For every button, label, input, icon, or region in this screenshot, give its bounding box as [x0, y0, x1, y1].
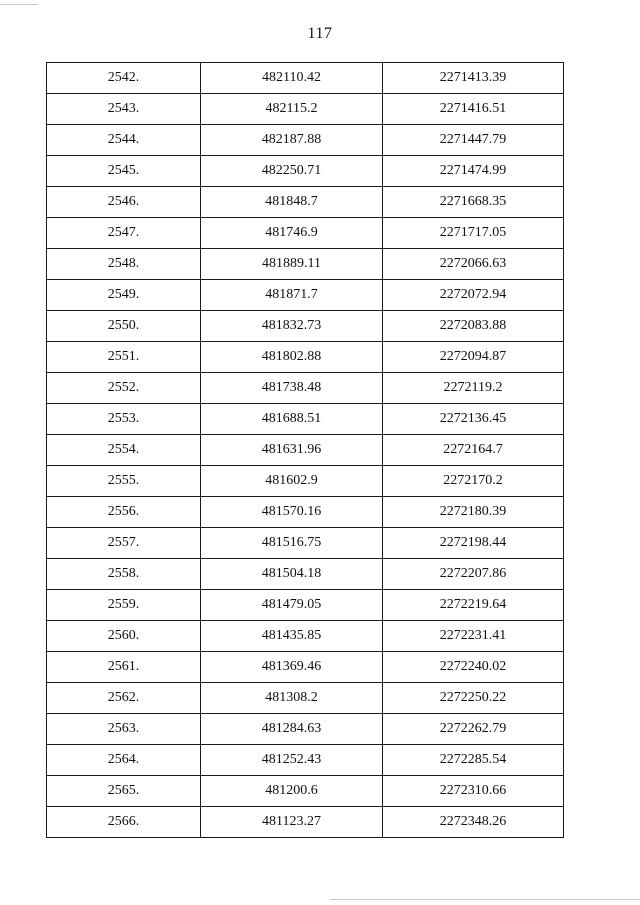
point-number-cell: 2550. [47, 311, 201, 342]
x-coordinate-cell: 481369.46 [201, 652, 383, 683]
table-row [47, 528, 564, 559]
x-coordinate-cell: 481504.18 [201, 559, 383, 590]
y-coordinate-cell: 2272310.66 [383, 776, 564, 807]
x-coordinate-cell: 481738.48 [201, 373, 383, 404]
table-row [47, 714, 564, 745]
point-number-cell: 2564. [47, 745, 201, 776]
table-row [47, 63, 564, 94]
x-coordinate-cell: 481602.9 [201, 466, 383, 497]
table-row [47, 373, 564, 404]
y-coordinate-cell: 2272207.86 [383, 559, 564, 590]
point-number-cell: 2544. [47, 125, 201, 156]
point-number-cell: 2561. [47, 652, 201, 683]
x-coordinate-cell: 481479.05 [201, 590, 383, 621]
x-coordinate-cell: 482250.71 [201, 156, 383, 187]
x-coordinate-cell: 481688.51 [201, 404, 383, 435]
y-coordinate-cell: 2272072.94 [383, 280, 564, 311]
y-coordinate-cell: 2271413.39 [383, 63, 564, 94]
x-coordinate-cell: 481200.6 [201, 776, 383, 807]
y-coordinate-cell: 2272119.2 [383, 373, 564, 404]
y-coordinate-cell: 2271416.51 [383, 94, 564, 125]
point-number-cell: 2565. [47, 776, 201, 807]
table-row [47, 807, 564, 838]
table-row [47, 652, 564, 683]
point-number-cell: 2554. [47, 435, 201, 466]
table-row [47, 621, 564, 652]
table-row [47, 249, 564, 280]
x-coordinate-cell: 482115.2 [201, 94, 383, 125]
y-coordinate-cell: 2272094.87 [383, 342, 564, 373]
y-coordinate-cell: 2272066.63 [383, 249, 564, 280]
coordinates-table-body [47, 63, 564, 838]
table-row [47, 156, 564, 187]
table-row [47, 435, 564, 466]
table-row [47, 683, 564, 714]
page-number: 117 [307, 25, 333, 42]
x-coordinate-cell: 481123.27 [201, 807, 383, 838]
x-coordinate-cell: 481284.63 [201, 714, 383, 745]
y-coordinate-cell: 2272198.44 [383, 528, 564, 559]
x-coordinate-cell: 481516.75 [201, 528, 383, 559]
x-coordinate-cell: 481631.96 [201, 435, 383, 466]
x-coordinate-cell: 482110.42 [201, 63, 383, 94]
x-coordinate-cell: 481308.2 [201, 683, 383, 714]
y-coordinate-cell: 2272164.7 [383, 435, 564, 466]
y-coordinate-cell: 2272219.64 [383, 590, 564, 621]
y-coordinate-cell: 2271717.05 [383, 218, 564, 249]
point-number-cell: 2547. [47, 218, 201, 249]
y-coordinate-cell: 2272231.41 [383, 621, 564, 652]
point-number-cell: 2549. [47, 280, 201, 311]
y-coordinate-cell: 2272348.26 [383, 807, 564, 838]
point-number-cell: 2545. [47, 156, 201, 187]
point-number-cell: 2563. [47, 714, 201, 745]
x-coordinate-cell: 481832.73 [201, 311, 383, 342]
y-coordinate-cell: 2272240.02 [383, 652, 564, 683]
scan-edge-mark-bottom [330, 899, 640, 900]
x-coordinate-cell: 481570.16 [201, 497, 383, 528]
y-coordinate-cell: 2272083.88 [383, 311, 564, 342]
table-row [47, 342, 564, 373]
point-number-cell: 2559. [47, 590, 201, 621]
table-row [47, 559, 564, 590]
point-number-cell: 2560. [47, 621, 201, 652]
point-number-cell: 2558. [47, 559, 201, 590]
table-row [47, 280, 564, 311]
y-coordinate-cell: 2271447.79 [383, 125, 564, 156]
x-coordinate-cell: 481871.7 [201, 280, 383, 311]
table-row [47, 125, 564, 156]
point-number-cell: 2555. [47, 466, 201, 497]
table-row [47, 745, 564, 776]
y-coordinate-cell: 2272136.45 [383, 404, 564, 435]
table-row [47, 466, 564, 497]
y-coordinate-cell: 2272262.79 [383, 714, 564, 745]
table-row [47, 404, 564, 435]
y-coordinate-cell: 2272180.39 [383, 497, 564, 528]
table-row [47, 497, 564, 528]
y-coordinate-cell: 2272170.2 [383, 466, 564, 497]
table-row [47, 187, 564, 218]
table-row [47, 776, 564, 807]
point-number-cell: 2556. [47, 497, 201, 528]
point-number-cell: 2552. [47, 373, 201, 404]
y-coordinate-cell: 2272285.54 [383, 745, 564, 776]
point-number-cell: 2551. [47, 342, 201, 373]
x-coordinate-cell: 481252.43 [201, 745, 383, 776]
x-coordinate-cell: 481848.7 [201, 187, 383, 218]
point-number-cell: 2566. [47, 807, 201, 838]
x-coordinate-cell: 482187.88 [201, 125, 383, 156]
point-number-cell: 2543. [47, 94, 201, 125]
table-row [47, 94, 564, 125]
y-coordinate-cell: 2272250.22 [383, 683, 564, 714]
x-coordinate-cell: 481435.85 [201, 621, 383, 652]
point-number-cell: 2542. [47, 63, 201, 94]
coordinates-table [46, 62, 564, 838]
table-row [47, 590, 564, 621]
y-coordinate-cell: 2271474.99 [383, 156, 564, 187]
y-coordinate-cell: 2271668.35 [383, 187, 564, 218]
table-row [47, 218, 564, 249]
point-number-cell: 2557. [47, 528, 201, 559]
point-number-cell: 2548. [47, 249, 201, 280]
table-row [47, 311, 564, 342]
point-number-cell: 2553. [47, 404, 201, 435]
scan-edge-mark-top-left [0, 4, 38, 5]
x-coordinate-cell: 481746.9 [201, 218, 383, 249]
x-coordinate-cell: 481802.88 [201, 342, 383, 373]
point-number-cell: 2562. [47, 683, 201, 714]
x-coordinate-cell: 481889.11 [201, 249, 383, 280]
point-number-cell: 2546. [47, 187, 201, 218]
